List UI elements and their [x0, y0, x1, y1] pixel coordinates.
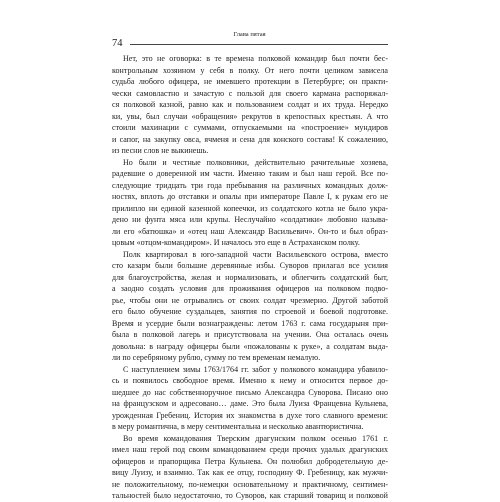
page-number: 74 — [112, 38, 123, 49]
body-text — [112, 53, 388, 502]
text-line: Полк квартировал в юго-западной части Васильевского острова, вместо — [123, 249, 388, 259]
text-line: Время и усердие были вознаграждены: летом 1763 г. сама государыня при- — [112, 318, 388, 328]
text-line: стоили махинации с суммами, отпускаемыми на «построение» мундиров — [112, 123, 388, 132]
text-line: ли по серебряному рублю, сумму по тем временам немалую. — [112, 353, 321, 362]
text-line: С наступлением зимы 1763/1764 гг. забот у полкового командира убавило- — [123, 364, 388, 374]
text-line: прилипло ни единой казенной копеечки, из солдатского котла не было укра- — [112, 203, 388, 213]
text-line: ки, увы, был случаи «обращения» рекрутов в крепостных крестьян. А что — [112, 111, 388, 121]
text-line: дено ни фунта мяса или крупы. Неслучайно «солдатики» любовно называ- — [112, 215, 388, 224]
header-rule — [130, 44, 388, 45]
text-line: имел наш герой под своим командованием среди прочих удалых драгунских — [112, 445, 388, 454]
text-line: на французском и адресовано… даме. Это была Луиза Францевна Кульнева, — [112, 399, 388, 408]
text-line: шедшее до нас собственноручное письмо Александра Суворова. Писано оно — [112, 387, 388, 397]
text-line: из песни слов не выкинешь. — [112, 146, 209, 155]
text-line: контрольным хозяином у себя в полку. От него почти целиком зависела — [112, 65, 388, 75]
text-line: рье, чтобы они не отрывались от своих солдат чрезмерно. Другой заботой — [112, 295, 388, 305]
text-line: сто казарм были большие деревянные избы. Суворов прилагал все усилия — [112, 261, 388, 270]
text-line: сь и появилось свободное время. Именно к нему и относится первое до- — [112, 376, 388, 385]
text-line: цовым «отцом-командиром». И началось это еще в Астраханском полку. — [112, 238, 360, 247]
text-line: офицеров и прапорщика Петра Кульнева. Он полюбил добродетельную де- — [112, 456, 388, 466]
text-line: его было обучение суздальцев, занятия по строевой и боевой подготовке. — [112, 307, 388, 316]
running-header: Глава пятая — [233, 31, 266, 38]
text-line: Но были и честные полковники, действительно рачительные хозяева, — [123, 157, 388, 167]
text-line: радевшие о доверенной им части. Именно таким и был наш герой. Все по- — [112, 169, 388, 178]
text-line: ся полковой казной, равно как и пользованием солдат и их труда. Нередко — [112, 100, 388, 109]
text-line: ли его «батюшка» и «отец наш Александр Васильевич». Он-то и был образ- — [112, 226, 388, 236]
text-line: Во время командования Тверским драгунским полком осенью 1761 г. — [123, 433, 388, 443]
text-line: для благоустройства, желая и нормализовать, и облегчить солдатский быт, — [112, 272, 388, 282]
text-line: чески самовластно и зачастую с пользой для своего кармана распоряжал- — [112, 88, 388, 98]
text-line: Нет, это не оговорка: в те времена полковой командир был почти бес- — [123, 54, 388, 63]
text-line: довольна: в награду офицеры были «пожалованы к руке», а солдатам выда- — [112, 341, 388, 351]
text-line: и сапог, на закупку овса, ячменя и сена для конского состава! К сожалению, — [112, 134, 388, 144]
text-line: вицу Луизу, и взаимно. Так как ее отцу, господину Ф. Гребеницу, как мужчи- — [112, 468, 388, 477]
text-line: судьба любого офицера, не имевшего протекции в Петербурге; он практи- — [112, 77, 388, 86]
text-line: ностях, вплоть до отставки и опалы при императоре Павле I, к рукам его не — [112, 192, 388, 201]
text-line: тальностей было недостаточно, то Суворов, как старший товарищ и полковой — [112, 491, 388, 500]
text-line: не положительному, по-немецки основательному и практичному, сентимен- — [112, 479, 388, 489]
text-line: в меру романтична, в меру сентиментальна и несколько авантюристична. — [112, 422, 364, 431]
text-line: была в полковой лагерь и присутствовала на учении. Она осталась очень — [112, 330, 388, 339]
text-line: урожденная Гребениц. История их знакомства в духе того славного времени: — [112, 410, 388, 420]
text-line: а заодно создать условия для проживания офицеров на полковом подво- — [112, 284, 388, 293]
text-line: следующие тридцать три года пребывания на различных командных долж- — [112, 180, 388, 190]
